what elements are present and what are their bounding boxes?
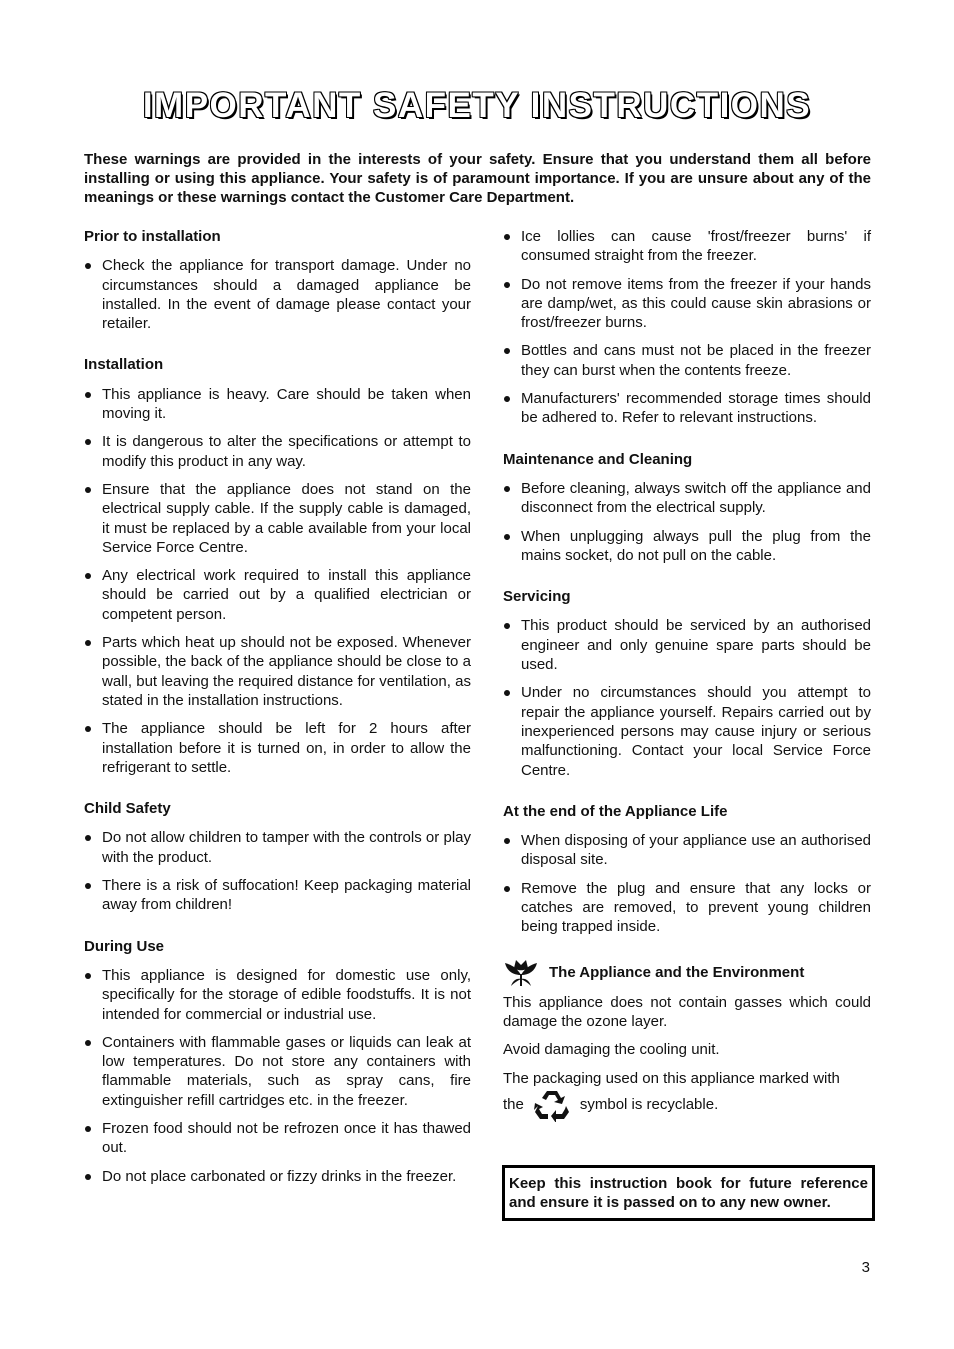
list-item: This appliance is heavy. Care should be taken when moving it. [84, 385, 471, 424]
bullet-icon [504, 348, 510, 354]
list-item: Under no circumstances should you attempt to repair the appliance yourself. Repairs carried out by inexperienced persons may cause injury or serious malfunctioning. Contact your local Service Force Centre. [503, 683, 871, 779]
bullet-list [503, 831, 871, 936]
intro-warning: These warnings are provided in the interests of your safety. Ensure that you understand them all before installing or using this appliance. Your safety is of paramount importance. If you are unsure about any of the meanings or these warnings contact the Customer Care Department. [84, 151, 871, 206]
bullet-icon [85, 1174, 91, 1180]
bullet-icon [85, 573, 91, 579]
bullet-list [84, 828, 471, 914]
bullet-list [503, 616, 871, 779]
environment-heading-row [503, 959, 871, 987]
section-heading: At the end of the Appliance Life [503, 802, 728, 820]
list-item: This product should be serviced by an authorised engineer and only genuine spare parts should be used. [503, 616, 871, 674]
flower-icon [503, 959, 539, 987]
bullet-icon [85, 835, 91, 841]
section-installation [84, 355, 471, 777]
section-environment [503, 959, 871, 1122]
section-during-use-continued [503, 227, 871, 428]
bullet-icon [85, 1126, 91, 1132]
list-item: The appliance should be left for 2 hours after installation before it is turned on, in order to allow the refrigerant to settle. [84, 719, 471, 777]
list-item: Do not place carbonated or fizzy drinks in the freezer. [84, 1167, 471, 1186]
list-item: Do not allow children to tamper with the controls or play with the product. [84, 828, 471, 867]
list-item: Remove the plug and ensure that any locks or catches are removed, to prevent young children being trapped inside. [503, 879, 871, 937]
section-prior-to-installation [84, 227, 471, 333]
bullet-icon [504, 886, 510, 892]
bullet-icon [85, 263, 91, 269]
keep-instructions-notice: Keep this instruction book for future reference and ensure it is passed on to any new owner. [502, 1165, 875, 1221]
section-during-use [84, 937, 471, 1186]
environment-paragraph: This appliance does not contain gasses which could damage the ozone layer. [503, 993, 871, 1030]
section-end-of-life [503, 802, 871, 937]
section-heading: Installation [84, 356, 164, 374]
list-item: When disposing of your appliance use an authorised disposal site. [503, 831, 871, 870]
bullet-icon [85, 392, 91, 398]
bullet-icon [85, 640, 91, 646]
list-item: Parts which heat up should not be exposed. Whenever possible, the back of the appliance should be close to a wall, but leaving the required distance for ventilation, as stated in the installation instructions. [84, 633, 471, 710]
list-item: Bottles and cans must not be placed in the freezer they can burst when the contents freeze. [503, 341, 871, 380]
bullet-icon [85, 973, 91, 979]
environment-paragraph: Avoid damaging the cooling unit. [503, 1041, 720, 1059]
section-heading: Child Safety [84, 800, 171, 818]
environment-paragraph-recycle: The packaging used on this appliance marked with the symbol is recyclable. [503, 1069, 871, 1122]
bullet-icon [504, 534, 510, 540]
list-item: When unplugging always pull the plug from the mains socket, do not pull on the cable. [503, 527, 871, 566]
bullet-icon [85, 726, 91, 732]
list-item: Ice lollies can cause 'frost/freezer burns' if consumed straight from the freezer. [503, 227, 871, 266]
bullet-list [84, 966, 471, 1186]
list-item: There is a risk of suffocation! Keep packaging material away from children! [84, 876, 471, 915]
section-servicing [503, 587, 871, 780]
section-child-safety [84, 799, 471, 914]
bullet-icon [504, 234, 510, 240]
page-number: 3 [861, 1259, 870, 1276]
left-column [84, 227, 471, 1208]
list-item: Check the appliance for transport damage. Under no circumstances should a damaged appliance be installed. In the event of damage please contact your retailer. [84, 256, 471, 333]
bullet-icon [504, 690, 510, 696]
bullet-icon [504, 486, 510, 492]
list-item: Frozen food should not be refrozen once it has thawed out. [84, 1119, 471, 1158]
page-title: IMPORTANT SAFETY INSTRUCTIONS [142, 86, 812, 125]
bullet-icon [504, 838, 510, 844]
bullet-icon [85, 487, 91, 493]
bullet-list [84, 256, 471, 333]
section-heading: Prior to installation [84, 228, 221, 245]
bullet-icon [85, 439, 91, 445]
list-item: Containers with flammable gases or liquids can leak at low temperatures. Do not store any containers with flammable materials, such as spray cans, fire extinguisher refill cartridges etc. in the freezer. [84, 1033, 471, 1110]
list-item: Before cleaning, always switch off the appliance and disconnect from the electrical supply. [503, 479, 871, 518]
right-column [503, 227, 871, 1144]
list-item: Any electrical work required to install this appliance should be carried out by a qualified electrician or competent person. [84, 566, 471, 624]
section-heading: Maintenance and Cleaning [503, 450, 693, 468]
section-heading: During Use [84, 937, 165, 955]
list-item: This appliance is designed for domestic use only, specifically for the storage of edible foodstuffs. It is not intended for commercial or industrial use. [84, 966, 471, 1024]
section-heading: The Appliance and the Environment [549, 963, 805, 981]
bullet-icon [504, 623, 510, 629]
list-item: Ensure that the appliance does not stand on the electrical supply cable. If the supply cable is damaged, it must be replaced by a cable available from your local Service Force Centre. [84, 480, 471, 557]
bullet-icon [504, 282, 510, 288]
bullet-icon [85, 883, 91, 889]
bullet-icon [504, 396, 510, 402]
list-item: It is dangerous to alter the specifications or attempt to modify this product in any way. [84, 432, 471, 471]
bullet-list [503, 227, 871, 428]
list-item: Manufacturers' recommended storage times should be adhered to. Refer to relevant instructions. [503, 389, 871, 428]
recycle-icon [534, 1088, 570, 1122]
section-maintenance [503, 450, 871, 565]
list-item: Do not remove items from the freezer if your hands are damp/wet, as this could cause skin abrasions or frost/freezer burns. [503, 275, 871, 333]
bullet-list [503, 479, 871, 565]
section-heading: Servicing [503, 588, 571, 606]
bullet-icon [85, 1040, 91, 1046]
bullet-list [84, 385, 471, 777]
